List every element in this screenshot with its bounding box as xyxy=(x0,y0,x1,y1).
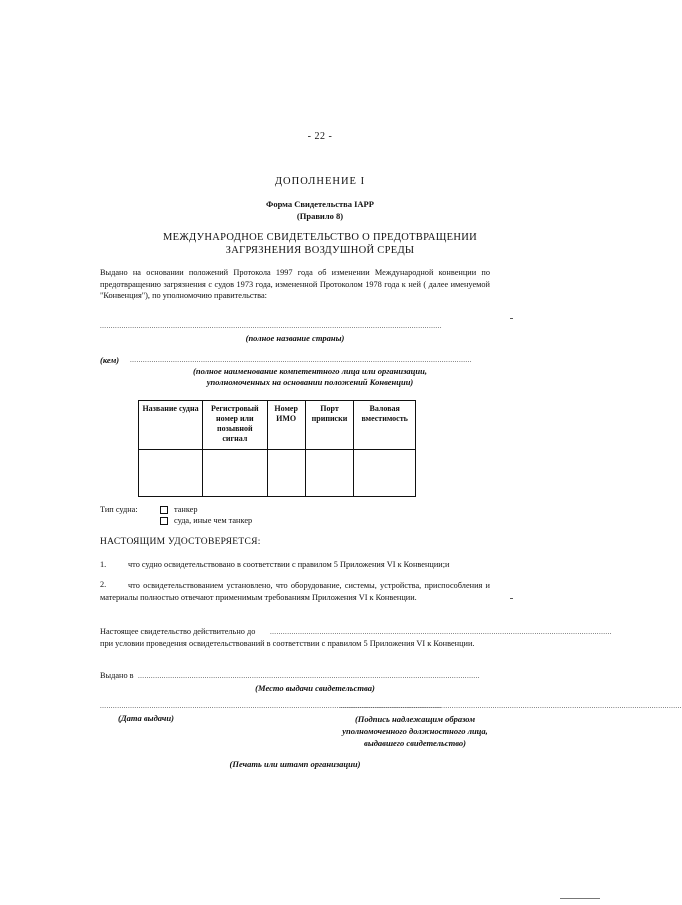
place-caption: (Место выдачи свидетельства) xyxy=(255,683,375,693)
form-title xyxy=(0,198,640,222)
ship-type-option-tanker[interactable] xyxy=(160,505,198,514)
scan-edge-mark xyxy=(560,898,600,899)
seal-caption: (Печать или штамп организации) xyxy=(229,759,361,769)
certificate-title-line2: ЗАГРЯЗНЕНИЯ ВОЗДУШНОЙ СРЕДЫ xyxy=(225,244,415,256)
cell-registry-number[interactable] xyxy=(203,450,268,497)
signature-dots-line: ............................................................................................................................................................... xyxy=(340,702,682,710)
signature-caption-line2: уполномоченного должностного лица, xyxy=(342,726,488,736)
signature-caption-line1: (Подпись надлежащим образом xyxy=(354,714,476,724)
by-caption xyxy=(140,366,480,388)
ship-type-option-label: суда, иные чем танкер xyxy=(174,516,253,525)
certify-heading: НАСТОЯЩИМ УДОСТОВЕРЯЕТСЯ: xyxy=(100,537,261,547)
issued-at-dots-line: ............................................................................................................................................................... xyxy=(138,672,480,680)
header-ship-name: Название судна xyxy=(139,401,203,450)
table-header-row xyxy=(139,401,416,450)
checkbox-icon[interactable] xyxy=(160,506,168,514)
country-dots-line: ............................................................................................................................................................... xyxy=(100,322,442,330)
form-title-line1: Форма Свидетельства IAPP xyxy=(266,199,374,209)
page-number: - 22 - xyxy=(307,131,333,142)
date-caption: (Дата выдачи) xyxy=(118,713,174,723)
issued-at-label: Выдано в xyxy=(100,671,134,680)
cell-imo-number[interactable] xyxy=(267,450,305,497)
certificate-title-line1: МЕЖДУНАРОДНОЕ СВИДЕТЕЛЬСТВО О ПРЕДОТВРАЩЕНИИ xyxy=(162,232,478,243)
country-caption: (полное название страны) xyxy=(245,333,345,343)
cell-ship-name[interactable] xyxy=(139,450,203,497)
table-row xyxy=(139,450,416,497)
by-dots-line: ............................................................................................................................................................... xyxy=(130,356,472,364)
by-caption-line1: (полное наименование компетентного лица или организации, xyxy=(193,366,427,376)
by-caption-line2: уполномоченных на основании положений Конвенции) xyxy=(206,377,414,387)
signature-caption xyxy=(320,713,510,749)
scan-speck xyxy=(510,598,513,599)
ship-type-label: Тип судна: xyxy=(100,505,138,514)
ship-type-option-label: танкер xyxy=(174,505,198,514)
signature-caption-line3: выдавшего свидетельство) xyxy=(364,738,466,748)
item1-text: что судно освидетельствовано в соответствии с правилом 5 Приложения VI к Конвенции;и xyxy=(128,560,450,569)
validity-conditions: при условии проведения освидетельствований в соответствии с правилом 5 Приложения VI к Конвенции. xyxy=(100,639,475,648)
ship-particulars-table xyxy=(138,400,416,497)
header-imo-number: Номер ИМО xyxy=(267,401,305,450)
issued-paragraph: Выдано на основании положений Протокола 1997 года об изменении Международной конвенции по предотвращению загрязнения с судов 1973 года, измененной Протоколом 1978 года к ней ( далее именуемой "Конвенция"), по уполномочию правительства: xyxy=(100,268,490,301)
appendix-title: ДОПОЛНЕНИЕ I xyxy=(274,176,366,187)
certificate-title xyxy=(0,232,640,257)
item1-number: 1. xyxy=(100,560,107,569)
header-registry-number: Регистровый номер или позывной сигнал xyxy=(203,401,268,450)
date-dots-line: ............................................................................................................................................................... xyxy=(100,702,442,710)
checkbox-icon[interactable] xyxy=(160,517,168,525)
validity-dots-line: ............................................................................................................................................................... xyxy=(270,628,612,636)
scan-speck xyxy=(510,318,513,319)
item2-number: 2. xyxy=(100,580,107,589)
cell-gross-tonnage[interactable] xyxy=(354,450,416,497)
ship-type-option-other[interactable] xyxy=(160,516,252,525)
by-label: (кем) xyxy=(100,355,120,365)
validity-text: Настоящее свидетельство действительно до xyxy=(100,627,256,636)
cell-port-of-registry[interactable] xyxy=(305,450,354,497)
item2-text: что освидетельствованием установлено, что оборудование, системы, устройства, приспособления и материалы полностью отвечают применимым требованиям Приложения VI к Конвенции. xyxy=(100,581,490,602)
header-port-of-registry: Порт приписки xyxy=(305,401,354,450)
header-gross-tonnage: Валовая вместимость xyxy=(354,401,416,450)
form-title-line2: (Правило 8) xyxy=(296,211,344,221)
